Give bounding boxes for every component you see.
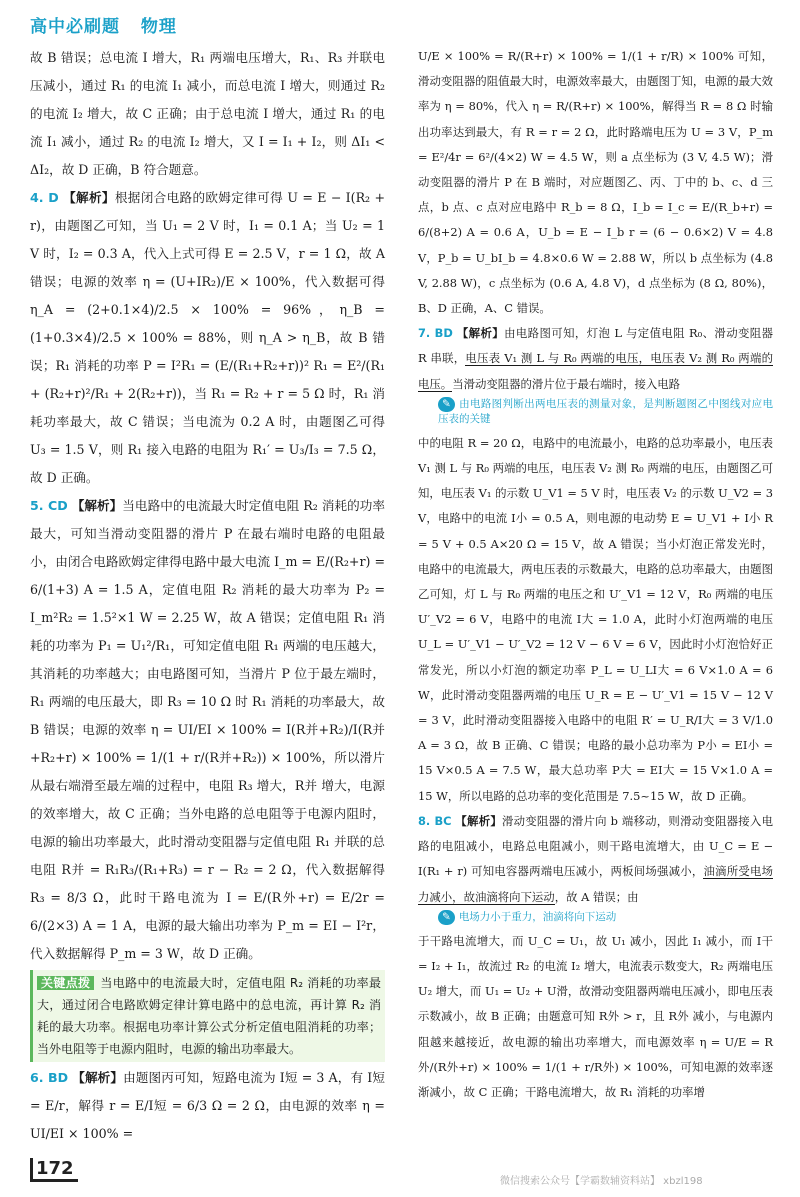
q8-note-text: 电场力小于重力，油滴将向下运动 (458, 910, 617, 923)
key-tip-label: 关键点拨 (37, 976, 94, 990)
key-tip-text: 当电路中的电流最大时，定值电阻 R₂ 消耗的功率最大，通过闭合电路欧姆定律计算电路中的总电流，再计算 R₂ 消耗的最大功率。根据电功率计算公式分析定值电阻消耗的功率；当外电阻等于电源内阻时，电源的输出功率最大。 (37, 976, 381, 1056)
q6-tag: 【解析】 (72, 1070, 124, 1085)
bulb-icon: ✎ (438, 910, 455, 925)
q7-number: 7. BD (418, 326, 453, 341)
q8-number: 8. BC (418, 813, 452, 828)
q8-text-b: ，故 A 错误；由 (554, 889, 639, 904)
q4-text: 根据闭合电路的欧姆定律可得 U = E − I(R₂ + r)，由题图乙可知，当 U₁ = 2 V 时，I₁ = 0.1 A；当 U₂ = 1 V 时，I₂ = 0.3 A，代入上式可得 E = 2.5 V，r = 1 Ω，故 A 错误；电源的效率 η = (U+IR₂)/E × 100%，代入数据可得 η_A = (2+0.1×4)/2.5 × 100% = 96%，η_B = (1+0.3×4)/2.5 × 100% = 88%，则 η_A > η_B，故 B 错误；R₁ 消耗的功率 P = I²R₁ = (E/(R₁+R₂+r))² R₁ = E²/(R₁ + (R₂+r)²/R₁ + 2(R₂+r))，当 R₁ = R₂ + r = 5 Ω 时，R₁ 消耗功率最大，故 C 错误；当电流为 0.2 A 时，由题图乙可得 U₃ = 1.5 V，则 R₁ 接入电路的电阻为 R₁′ = U₃/I₃ = 7.5 Ω，故 D 正确。 (30, 190, 385, 485)
q7-underlined: 电压表 V₁ 测 L 与 R₀ 两端的电压，电压表 V₂ 测 R₀ 两端的电压。 (418, 351, 773, 391)
q8-underlined: 油滴所受电场力减小，故油滴将向下运动 (418, 864, 773, 904)
intro-paragraph: 故 B 错误；总电流 I 增大，R₁ 两端电压增大，R₁、R₃ 并联电压减小，通过 R₁ 的电流 I₁ 减小，而总电流 I 增大，则通过 R₂ 的电流 I₂ 增大，故 C 正确；由于总电流 I 增大，通过 R₁ 的电流 I₁ 减小，通过 R₂ 的电流 I₂ 增大，又 I = I₁ + I₂，则 ΔI₁ < ΔI₂，故 D 正确，B 符合题意。 (30, 50, 385, 177)
q6-continued: U/E × 100% = R/(R+r) × 100% = 1/(1 + r/R) × 100% 可知，滑动变阻器的阻值最大时，电源效率最大，由题图丁知，电源的最大效率为 η = 80%，代入 η = R/(R+r) × 100%，解得当 R = 8 Ω 时输出功率达到最大，有 R = r = 2 Ω，此时路端电压为 U = 3 V，P_m = E²/4r = 6²/(4×2) W = 4.5 W，则 a 点坐标为 (3 V, 4.5 W)；滑动变阻器的滑片 P 在 B 端时，对应题图乙、丙、丁中的 b、c、d 三点，b 点、c 点对应电路中 R_b = 8 Ω，I_b = I_c = E/(R_b+r) = 6/(8+2) A = 0.6 A，U_b = E − I_b r = (6 − 0.6×2) V = 4.8 V，P_b = U_bI_b = 4.8×0.6 W = 2.88 W，所以 b 点坐标为 (4.8 V, 2.88 W)，c 点坐标为 (0.6 A, 4.8 V)，d 点坐标为 (8 Ω, 80%)，B、D 正确，A、C 错误。 (418, 49, 773, 316)
q5-number: 5. CD (30, 498, 68, 513)
question-5 (30, 492, 385, 968)
right-column (418, 44, 773, 1105)
q7-text-b: 当滑动变阻器的滑片位于最右端时，接入电路 (452, 376, 681, 391)
q6-number: 6. BD (30, 1070, 69, 1085)
q7-continued: 中的电阻 R = 20 Ω，电路中的电流最小，电路的总功率最小，电压表 V₁ 测 L 与 R₀ 两端的电压，电压表 V₂ 测 R₀ 两端的电压，由题图乙可知，电压表 V₁ 的示数 U_V1 = 5 V 时，电压表 V₂ 的示数 U_V2 = 3 V，电路中的电流 I小 = 0.5 A，则电源的电动势 E = U_V1 + I小 R = 5 V + 0.5 A×20 Ω = 15 V，故 A 错误；当小灯泡正常发光时，电路中的电流最大，两电压表的示数最大，电路的总功率最大，由题图乙可知，灯 L 与 R₀ 两端的电压之和 U′_V1 = 12 V，R₀ 两端的电压 U′_V2 = 6 V，电路中的电流 I大 = 1.0 A，此时小灯泡两端的电压 U_L = U′_V1 − U′_V2 = 12 V − 6 V = 6 V，因此时小灯泡恰好正常发光，所以小灯泡的额定功率 P_L = U_LI大 = 6 V×1.0 A = 6 W，此时滑动变阻器两端的电压 U_R = E − U′_V1 = 15 V − 12 V = 3 V，此时滑动变阻器接入电路中的电阻 R′ = U_R/I大 = 3 V/1.0 A = 3 Ω，故 B 正确、C 错误；电路的最小总功率为 P小 = EI小 = 15 V×0.5 A = 7.5 W，最大总功率 P大 = EI大 = 15 V×1.0 A = 15 W，所以电路的总功率的变化范围是 7.5~15 W，故 D 正确。 (418, 435, 773, 803)
bulb-icon: ✎ (438, 397, 455, 412)
q7-text-a: 由电路图可知，灯泡 L 与定值电阻 R₀、滑动变阻器 R 串联， (418, 326, 773, 366)
q8-continued: 于干路电流增大，而 U_C = U₁，故 U₁ 减小，因此 I₁ 减小，而 I干 = I₂ + I₁，故流过 R₂ 的电流 I₂ 增大，电流表示数变大，R₂ 两端电压 U₂ 增大，而 U₁ = U₂ + U滑，故滑动变阻器两端电压减小，即电压表示数减小，故 B 正确；由题意可知 R外 > r，且 R外 减小，与电源内阻越来越接近，故电源的输出功率增大，而电源效率 η = U/E = R外/(R外+r) × 100% = 1/(1 + r/R外) × 100%，可知电源的效率逐渐减小，故 C 正确；干路电流增大，故 R₁ 消耗的功率增 (418, 933, 773, 1099)
subject-label: 物理 (140, 17, 177, 37)
book-title: 高中必刷题 (30, 17, 120, 37)
question-6 (30, 1064, 385, 1148)
q6-text: 由题图丙可知，短路电流为 I短 = 3 A，有 I短 = E/r，解得 r = E/I短 = 6/3 Ω = 2 Ω，由电源的效率 η = UI/EI × 100% = (30, 1070, 385, 1141)
q8-text-a: 滑动变阻器的滑片向 b 端移动，则滑动变阻器接入电路的电阻减小，电路总电阻减小，则干路电流增大，由 U_C = E − I(R₁ + r) 可知电容器两端电压减小，两板间场强减小， (418, 813, 773, 879)
question-7 (418, 321, 773, 397)
q7-tag: 【解析】 (456, 326, 505, 341)
q8-note (438, 910, 773, 925)
page-number: 172 (30, 1158, 78, 1182)
question-4 (30, 184, 385, 492)
q4-tag: 【解析】 (63, 190, 115, 205)
key-tip-box (30, 970, 385, 1062)
q7-note-text: 由电路图判断出两电压表的测量对象，是判断题图乙中图线对应电压表的关键 (438, 397, 773, 425)
watermark-footer: 微信搜索公众号【学霸数辅资料站】 xbzl198 (500, 1176, 703, 1187)
q5-text: 当电路中的电流最大时定值电阻 R₂ 消耗的功率最大，可知当滑动变阻器的滑片 P 在最右端时电路的电阻最小，由闭合电路欧姆定律得电路中最大电流 I_m = E/(R₂+r) = 6/(1+3) A = 1.5 A，定值电阻 R₂ 消耗的最大功率为 P₂ = I_m²R₂ = 1.5²×1 W = 2.25 W，故 A 错误；定值电阻 R₁ 消耗的功率为 P₁ = U₁²/R₁，可知定值电阻 R₁ 两端的电压越大，其消耗的功率越大；由电路图可知，当滑片 P 位于最左端时，R₁ 两端的电压最大，即 R₃ = 10 Ω 时 R₁ 消耗的功率最大，故 B 错误；电源的效率 η = UI/EI × 100% = I(R并+R₂)/I(R并+R₂+r) × 100% = 1/(1 + r/(R并+R₂)) × 100%，所以滑片从最右端滑至最左端的过程中，电阻 R₃ 增大，R并 增大，电源的效率增大，故 C 正确；当外电路的总电阻等于电源内阻时，电源的输出功率最大，此时滑动变阻器与定值电阻 R₁ 并联的总电阻 R并 = R₁R₃/(R₁+R₃) = r − R₂ = 2 Ω，代入数据解得 R₃ = 8/3 Ω，此时干路电流为 I = E/(R外+r) = E/2r = 6/(2×3) A = 1 A，电源的最大输出功率为 P_m = EI − I²r，代入数据解得 P_m = 3 W，故 D 正确。 (30, 498, 385, 961)
running-header (30, 12, 177, 37)
q8-tag: 【解析】 (455, 813, 502, 828)
left-column (30, 44, 385, 1148)
q4-number: 4. D (30, 190, 59, 205)
question-8 (418, 809, 773, 910)
q7-note (438, 397, 773, 427)
q5-tag: 【解析】 (71, 498, 123, 513)
